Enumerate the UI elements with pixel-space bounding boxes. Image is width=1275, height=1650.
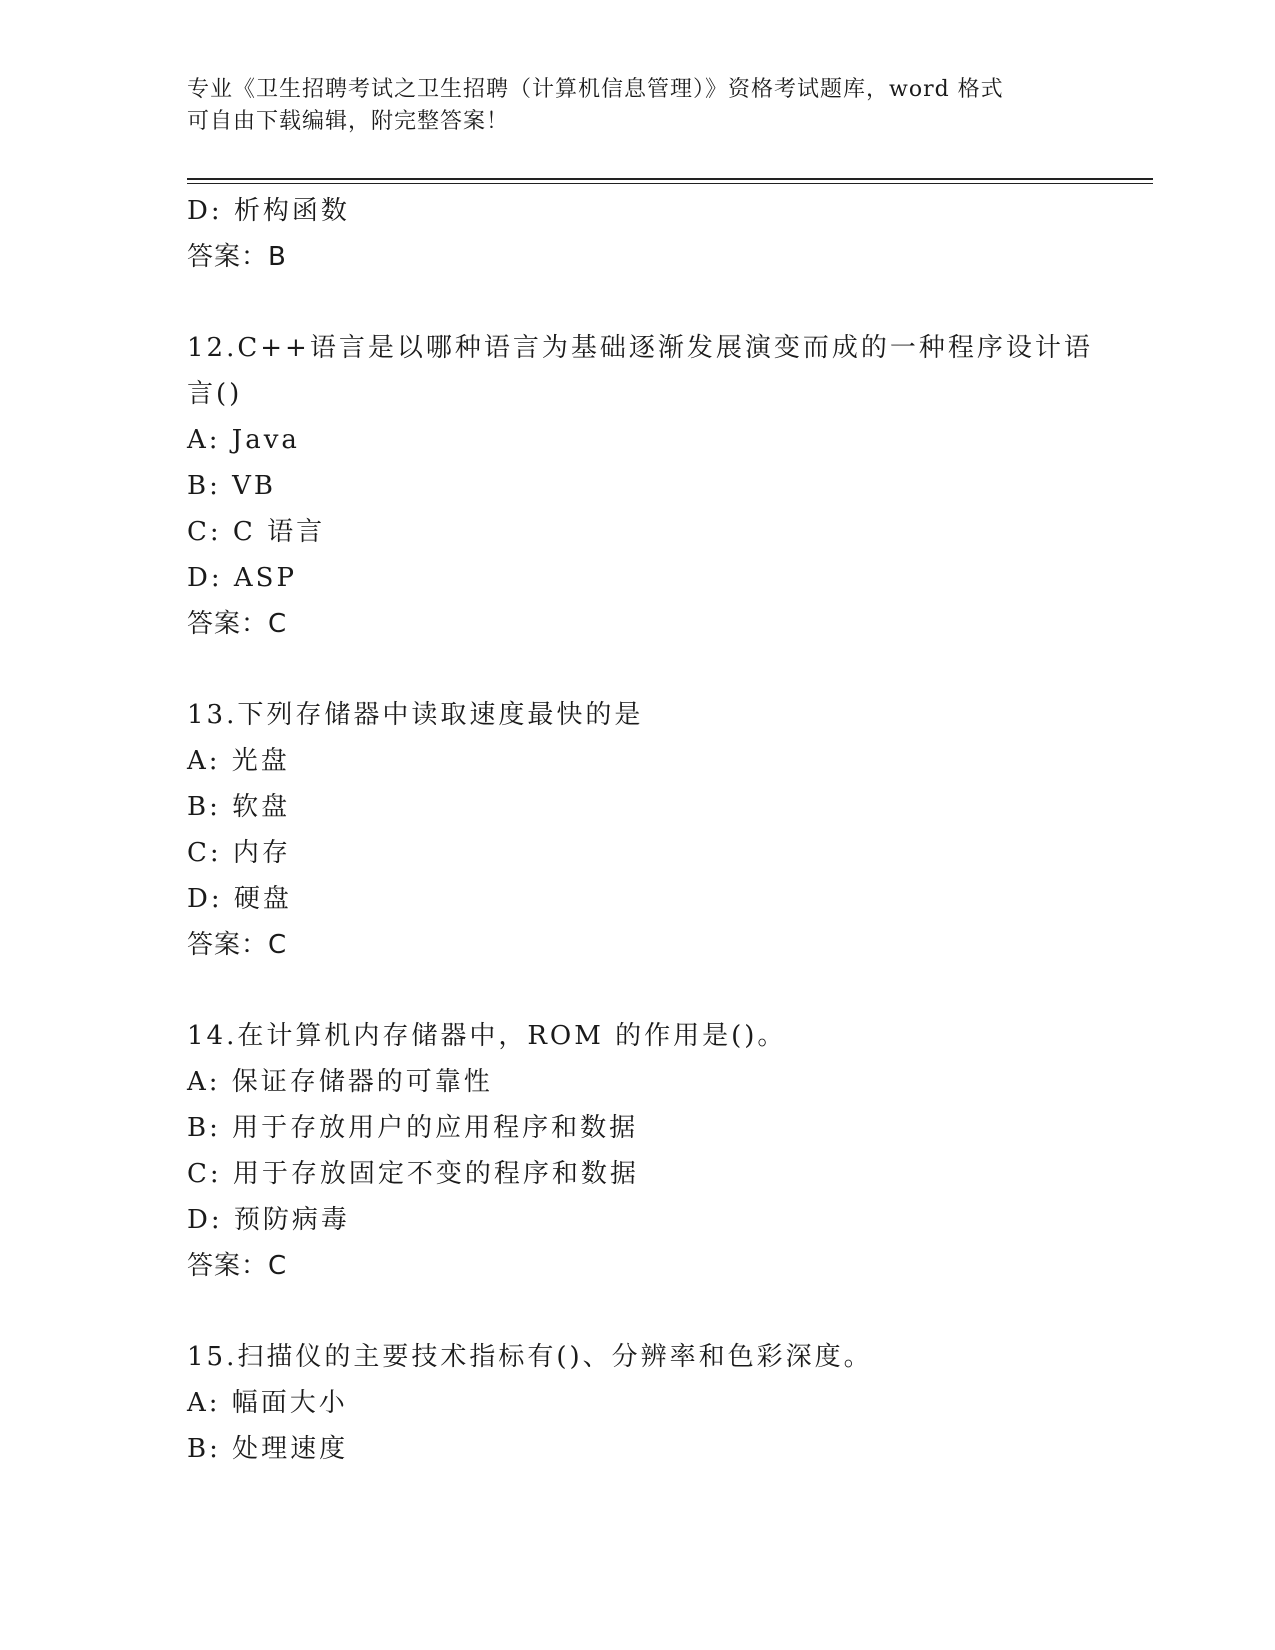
- question-15-option-b: B: 处理速度: [187, 1434, 349, 1464]
- header-divider-thin: [187, 183, 1153, 184]
- question-13-option-d: D: 硬盘: [187, 884, 292, 914]
- question-12-option-b: B: VB: [187, 471, 277, 501]
- header-line-2: 可自由下载编辑，附完整答案！: [187, 109, 510, 134]
- question-12-option-c: C: C 语言: [187, 517, 326, 547]
- question-12-option-d: D: ASP: [187, 563, 297, 593]
- question-13-option-b: B: 软盘: [187, 792, 291, 822]
- question-12-option-a: A: Java: [187, 425, 300, 455]
- question-15-stem: 15.扫描仪的主要技术指标有()、分辨率和色彩深度。: [187, 1342, 873, 1372]
- header-divider-thick: [187, 178, 1153, 180]
- question-12-stem: 12.C++语言是以哪种语言为基础逐渐发展演变而成的一种程序设计语: [187, 333, 1093, 363]
- question-list: [187, 188, 1093, 1472]
- question-14-stem: 14.在计算机内存储器中，ROM 的作用是()。: [187, 1021, 787, 1051]
- document-header: [187, 74, 1087, 138]
- question-14-option-d: D: 预防病毒: [187, 1205, 350, 1235]
- question-13-option-c: C: 内存: [187, 838, 291, 868]
- question-15-option-a: A: 幅面大小: [187, 1388, 348, 1418]
- prev-option-d: D: 析构函数: [187, 196, 350, 226]
- question-13-option-a: A: 光盘: [187, 746, 290, 776]
- question-13-answer: 答案：C: [187, 930, 288, 960]
- question-12-answer: 答案：C: [187, 609, 288, 639]
- question-14-option-b: B: 用于存放用户的应用程序和数据: [187, 1113, 639, 1143]
- question-13-stem: 13.下列存储器中读取速度最快的是: [187, 700, 644, 730]
- question-14-answer: 答案：C: [187, 1251, 288, 1281]
- question-12-stem-cont: 言(): [187, 379, 243, 409]
- header-line-1: 专业《卫生招聘考试之卫生招聘（计算机信息管理）》资格考试题库，word 格式: [187, 77, 1004, 102]
- prev-answer: 答案：B: [187, 242, 287, 272]
- question-14-option-c: C: 用于存放固定不变的程序和数据: [187, 1159, 639, 1189]
- question-14-option-a: A: 保证存储器的可靠性: [187, 1067, 493, 1097]
